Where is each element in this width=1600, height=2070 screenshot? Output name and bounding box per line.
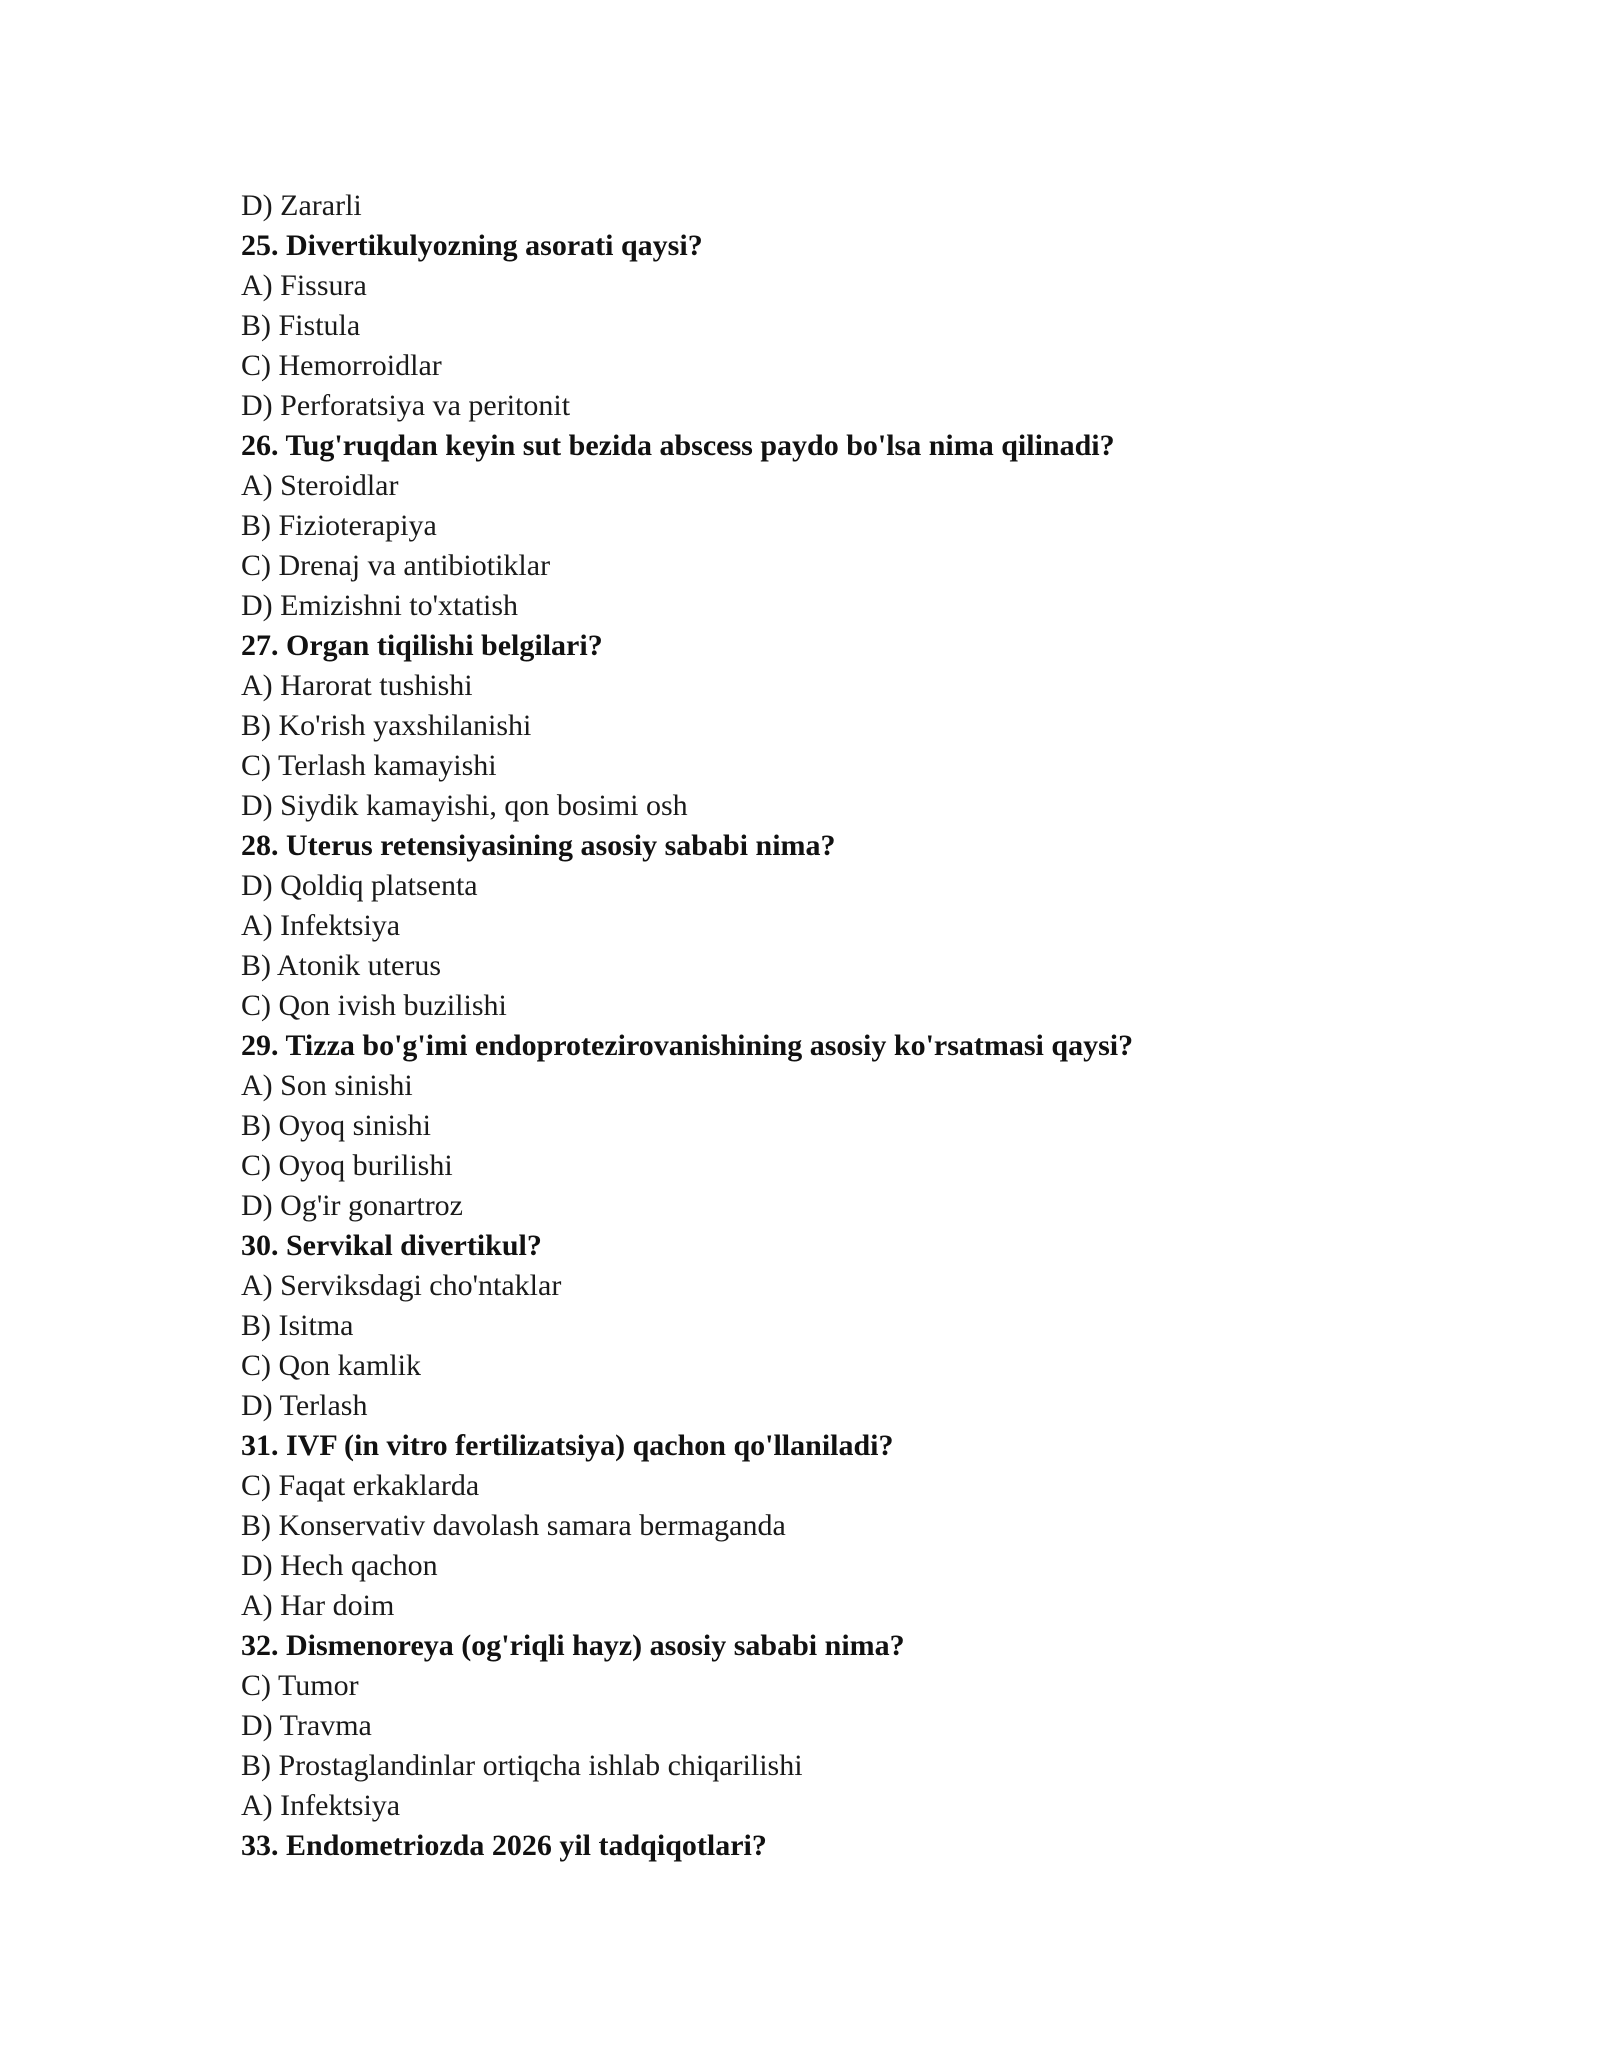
answer-option: A) Fissura [241,269,367,302]
answer-option: A) Infektsiya [241,909,401,942]
quiz-content [241,186,1391,1866]
answer-option: B) Isitma [241,1309,354,1342]
question-heading: 32. Dismenoreya (og'riqli hayz) asosiy sababi nima? [241,1629,905,1662]
question-heading: 29. Tizza bo'g'imi endoprotezirovanishining asosiy ko'rsatmasi qaysi? [241,1029,1134,1062]
answer-option: C) Oyoq burilishi [241,1149,453,1182]
answer-option: B) Ko'rish yaxshilanishi [241,709,532,742]
answer-option: C) Hemorroidlar [241,349,442,382]
answer-option: A) Harorat tushishi [241,669,473,702]
answer-option: B) Fistula [241,309,361,342]
answer-option: B) Konservativ davolash samara bermaganda [241,1509,786,1542]
answer-option: A) Serviksdagi cho'ntaklar [241,1269,562,1302]
answer-option: D) Zararli [241,189,362,222]
answer-option: C) Tumor [241,1669,359,1702]
answer-option: A) Infektsiya [241,1789,401,1822]
answer-option: D) Hech qachon [241,1549,438,1582]
answer-option: D) Siydik kamayishi, qon bosimi osh [241,789,688,822]
answer-option: D) Terlash [241,1389,368,1422]
answer-option: D) Travma [241,1709,372,1742]
answer-option: C) Faqat erkaklarda [241,1469,480,1502]
answer-option: A) Har doim [241,1589,395,1622]
question-heading: 33. Endometriozda 2026 yil tadqiqotlari? [241,1829,767,1862]
answer-option: C) Qon ivish buzilishi [241,989,507,1022]
question-heading: 31. IVF (in vitro fertilizatsiya) qachon qo'llaniladi? [241,1429,894,1462]
answer-option: A) Steroidlar [241,469,399,502]
answer-option: C) Qon kamlik [241,1349,421,1382]
answer-option: C) Terlash kamayishi [241,749,497,782]
question-heading: 25. Divertikulyozning asorati qaysi? [241,229,703,262]
answer-option: B) Atonik uterus [241,949,441,982]
question-heading: 28. Uterus retensiyasining asosiy sababi nima? [241,829,836,862]
question-heading: 30. Servikal divertikul? [241,1229,542,1262]
question-heading: 26. Tug'ruqdan keyin sut bezida abscess paydo bo'lsa nima qilinadi? [241,429,1115,462]
question-heading: 27. Organ tiqilishi belgilari? [241,629,603,662]
answer-option: D) Perforatsiya va peritonit [241,389,571,422]
answer-option: B) Oyoq sinishi [241,1109,432,1142]
answer-option: D) Og'ir gonartroz [241,1189,463,1222]
answer-option: B) Prostaglandinlar ortiqcha ishlab chiqarilishi [241,1749,803,1782]
answer-option: B) Fizioterapiya [241,509,437,542]
answer-option: D) Qoldiq platsenta [241,869,478,902]
answer-option: A) Son sinishi [241,1069,413,1102]
answer-option: C) Drenaj va antibiotiklar [241,549,551,582]
answer-option: D) Emizishni to'xtatish [241,589,519,622]
